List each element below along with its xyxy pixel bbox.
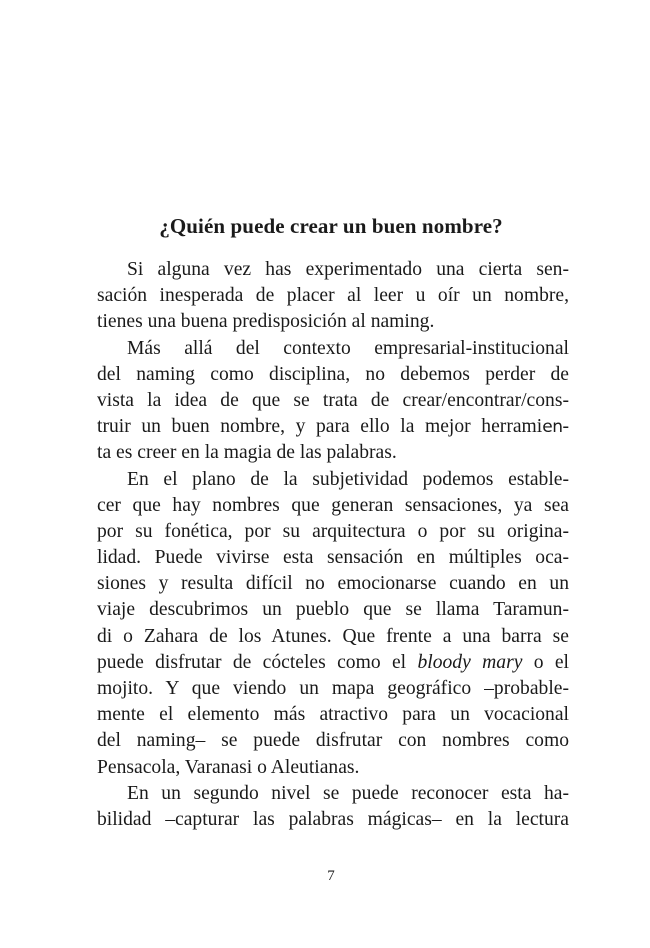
section-heading: ¿Quién puede crear un buen nombre? xyxy=(159,214,503,238)
text-line: del naming– se puede disfrutar con nombres como xyxy=(97,730,569,752)
body-text xyxy=(97,257,569,833)
text-line: mente el elemento más atractivo para un vocacional xyxy=(97,704,569,726)
text-line: Más allá del contexto empresarial-institucional xyxy=(127,337,569,359)
text-segment: o el xyxy=(522,651,569,673)
text-line: di o Zahara de los Atunes. Que frente a una barra se xyxy=(97,625,569,647)
page-number: 7 xyxy=(327,868,335,884)
text-line: En el plano de la subjetividad podemos estable- xyxy=(127,468,569,490)
text-segment-sans: en xyxy=(542,417,563,438)
text-line: sación inesperada de placer al leer u oír un nombre, xyxy=(97,285,569,307)
text-line: tienes una buena predisposición al naming. xyxy=(97,311,435,333)
text-line: viaje descubrimos un pueblo que se llama Taramun- xyxy=(97,599,569,621)
text-line: En un segundo nivel se puede reconocer esta ha- xyxy=(127,782,569,804)
text-line: vista la idea de que se trata de crear/encontrar/cons- xyxy=(97,389,569,411)
text-line: Pensacola, Varanasi o Aleutianas. xyxy=(97,756,360,778)
text-segment: puede disfrutar de cócteles como el xyxy=(97,651,418,673)
text-segment-italic: bloody mary xyxy=(417,651,523,673)
text-line: lidad. Puede vivirse esta sensación en múltiples oca- xyxy=(97,547,569,569)
text-line: mojito. Y que viendo un mapa geográfico –probable- xyxy=(97,678,569,699)
text-line xyxy=(97,414,569,440)
text-segment: truir un buen nombre, y para ello la mejor herrami xyxy=(97,416,543,438)
text-line: ta es creer en la magia de las palabras. xyxy=(97,442,397,464)
text-line: bilidad –capturar las palabras mágicas– en la lectura xyxy=(97,808,569,830)
text-line: del naming como disciplina, no debemos perder de xyxy=(97,363,569,385)
text-line: siones y resulta difícil no emocionarse cuando en un xyxy=(97,573,569,595)
text-line xyxy=(97,650,569,676)
text-segment: - xyxy=(562,416,569,438)
text-line: cer que hay nombres que generan sensaciones, ya sea xyxy=(97,494,569,516)
text-line: Si alguna vez has experimentado una cierta sen- xyxy=(127,259,569,280)
text-line: por su fonética, por su arquitectura o por su origina- xyxy=(97,520,569,542)
